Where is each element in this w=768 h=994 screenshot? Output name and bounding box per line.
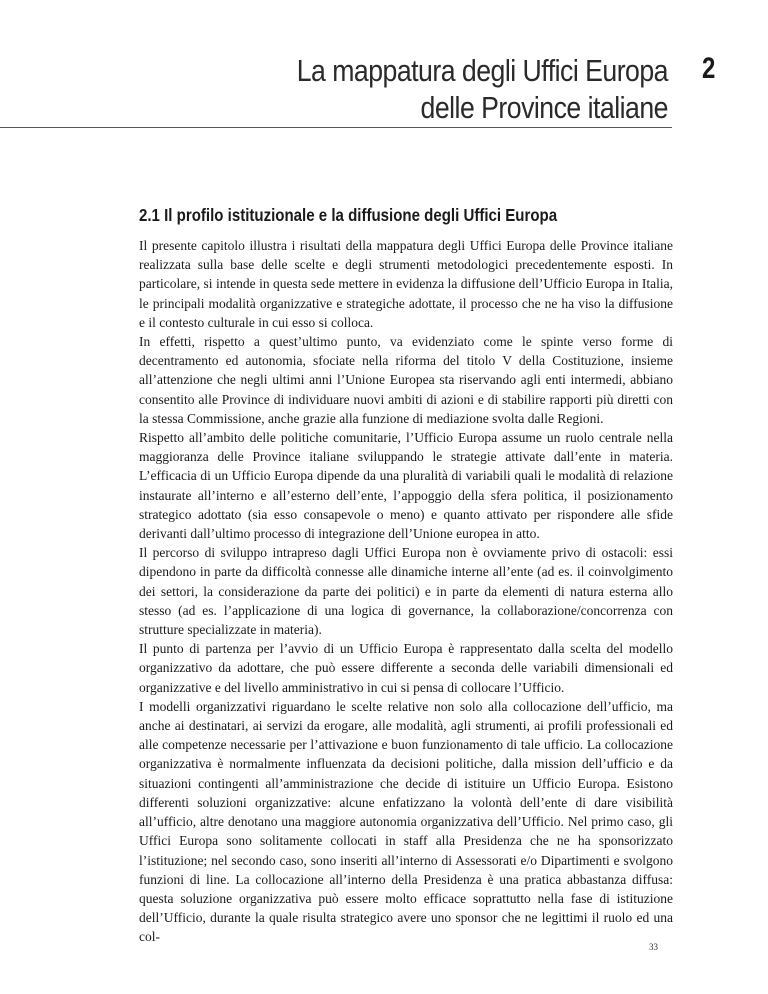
paragraph: Il percorso di sviluppo intrapreso dagli Uffici Europa non è ovviamente privo di ostacoli: essi dipendono in parte da difficoltà connesse alle dinamiche interne all’ente (ad es. il coinvolgimento dei settori, la considerazione da parte dei politici) e in parte da elementi di natura esterna allo stesso (ad es. l’applicazione di una logica di governance, la collaborazione/concorrenza con strutture specializzate in materia). <box>139 545 673 638</box>
section-heading: 2.1 Il profilo istituzionale e la diffusione degli Uffici Europa <box>139 205 558 225</box>
page-number: 33 <box>649 942 658 952</box>
chapter-title-line-1: La mappatura degli Uffici Europa <box>296 53 668 88</box>
chapter-title-line-2: delle Province italiane <box>420 90 668 125</box>
paragraph: Il presente capitolo illustra i risultati della mappatura degli Uffici Europa delle Province italiane realizzata sulla base delle scelte e degli strumenti metodologici precedentemente esposti. In particolare, si intende in questa sede mettere in evidenza la diffusione dell’Ufficio Europa in Italia, le principali modalità organizzative e strategiche adottate, il processo che ne ha viso la diffusione e il contesto culturale in cui esso si colloca. <box>139 238 673 330</box>
chapter-number: 2 <box>702 52 716 85</box>
chapter-title <box>186 52 668 126</box>
paragraph: Rispetto all’ambito delle politiche comunitarie, l’Ufficio Europa assume un ruolo centrale nella maggioranza delle Province italiane sviluppando le strategie attivate dall’ente in materia. L’efficacia di un Ufficio Europa dipende da una pluralità di variabili quali le modalità di relazione instaurate all’interno e all’esterno dell’ente, l’appoggio della sfera politica, il posizionamento strategico adottato (sia esso consapevole o meno) e quanto attivato per rispondere alle sfide derivanti dall’ultimo processo di integrazione dell’Unione europea in atto. <box>139 430 673 542</box>
header-divider <box>0 127 672 128</box>
paragraph: In effetti, rispetto a quest’ultimo punto, va evidenziato come le spinte verso forme di decentramento ed autonomia, sfociate nella riforma del titolo V della Costituzione, insieme all’attenzione che negli ultimi anni l’Unione Europea sta riservando agli enti intermedi, abbiano consentito alle Province di individuare nuovi ambiti di azioni e di stabilire rapporti più diretti con la stessa Commissione, anche grazie alla funzione di mediazione svolta dalle Regioni. <box>139 334 673 426</box>
body-text <box>139 236 673 947</box>
paragraph: Il punto di partenza per l’avvio di un Ufficio Europa è rappresentato dalla scelta del modello organizzativo da adottare, che può essere differente a seconda delle variabili dimensionali ed organizzative e del livello amministrativo in cui si pensa di collocare l’Ufficio. <box>139 641 673 695</box>
paragraph: I modelli organizzativi riguardano le scelte relative non solo alla collocazione dell’ufficio, ma anche ai destinatari, ai servizi da erogare, alle modalità, agli strumenti, ai profili professionali ed alle competenze necessarie per l’attivazione e buon funzionamento di tale ufficio. La collocazione organizzativa è normalmente influenzata da decisioni politiche, dalla mission dell’ufficio e da situazioni contingenti all’amministrazione che decide di istituire un Ufficio Europa. Esistono differenti soluzioni organizzative: alcune enfatizzano la volontà dell’ente di dare visibilità all’ufficio, altre denotano una maggiore autonomia organizzativa dell’Ufficio. Nel primo caso, gli Uffici Europa sono solitamente collocati in staff alla Presidenza che ne ha sponsorizzato l’istituzione; nel secondo caso, sono inseriti all’interno di Assessorati e/o Dipartimenti e svolgono funzioni di line. La collocazione all’interno della Presidenza è una pratica abbastanza diffusa: questa soluzione organizzativa può essere molto efficace soprattutto nella fase di istituzione dell’Ufficio, durante la quale risulta strategico avere uno sponsor che ne legittimi il ruolo ed una col- <box>139 698 673 945</box>
